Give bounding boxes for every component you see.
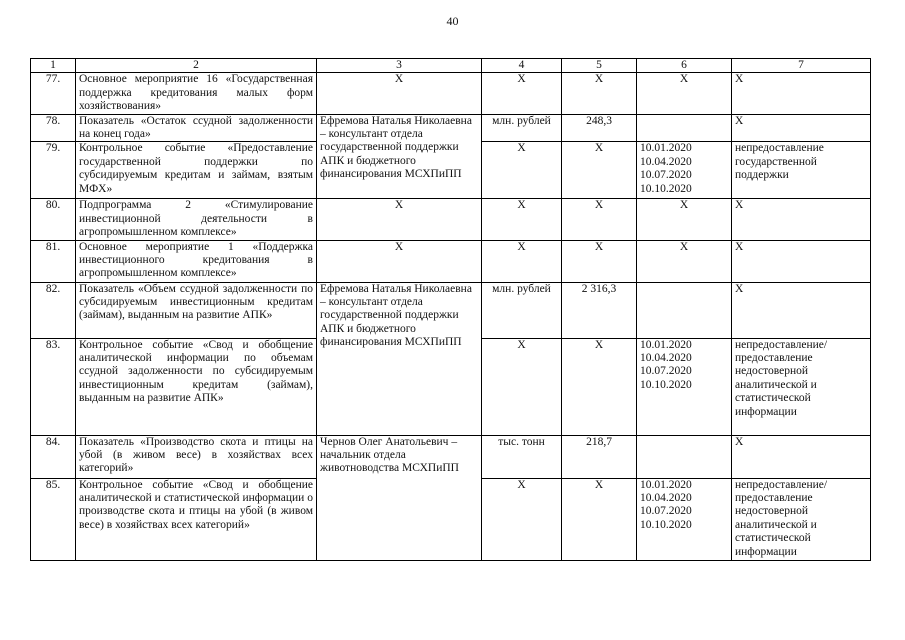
control-date: 10.01.2020	[640, 142, 692, 155]
x-mark: X	[732, 73, 871, 114]
row-name: Подпрограмма 2 «Стимулирование инвестиционной деятельности в агропромышленном комплексе»	[76, 199, 317, 240]
x-mark: X	[482, 338, 562, 435]
table-row	[31, 199, 871, 240]
empty-cell	[637, 114, 732, 142]
unit-cell: млн. рублей	[482, 282, 562, 338]
control-date: 10.10.2020	[640, 378, 692, 391]
row-number: 80.	[31, 199, 76, 240]
row-number: 82.	[31, 282, 76, 338]
risk-description: непредоставление/ предоставление недостоверной аналитической и статистической информации	[732, 478, 871, 560]
responsible-person: Чернов Олег Анатольевич – начальник отдела животноводства МСХПиПП	[317, 435, 482, 560]
x-mark: X	[562, 240, 637, 282]
value-cell: 218,7	[562, 435, 637, 478]
x-mark: X	[562, 199, 637, 240]
x-mark: X	[637, 73, 732, 114]
unit-cell: тыс. тонн	[482, 435, 562, 478]
column-header: 2	[76, 59, 317, 73]
table-row	[31, 114, 871, 142]
empty-cell	[637, 435, 732, 478]
x-mark: X	[482, 478, 562, 560]
control-date: 10.04.2020	[640, 155, 692, 168]
column-header: 4	[482, 59, 562, 73]
table-header-row	[31, 59, 871, 73]
row-name: Показатель «Объем ссудной задолженности по субсидируемым инвестиционным кредитам (займам), выданным на развитие АПК»	[76, 282, 317, 338]
control-date: 10.01.2020	[640, 338, 692, 351]
x-mark: X	[732, 282, 871, 338]
control-date: 10.04.2020	[640, 352, 692, 365]
x-mark: X	[482, 199, 562, 240]
row-name: Основное мероприятие 16 «Государственная поддержка кредитования малых форм хозяйствования»	[76, 73, 317, 114]
risk-description: непредоставление/ предоставление недостоверной аналитической и статистической информации	[732, 338, 871, 435]
unit-cell: млн. рублей	[482, 114, 562, 142]
x-mark: X	[317, 240, 482, 282]
table-row	[31, 73, 871, 114]
row-name: Контрольное событие «Свод и обобщение аналитической информации по объемам ссудной задолженности по субсидируемым инвестиционным кредитам (займам), выданным на развитие АПК»	[76, 338, 317, 435]
column-header: 7	[732, 59, 871, 73]
control-date: 10.04.2020	[640, 492, 692, 505]
row-number: 81.	[31, 240, 76, 282]
column-header: 6	[637, 59, 732, 73]
x-mark: X	[317, 199, 482, 240]
control-date: 10.07.2020	[640, 169, 692, 182]
responsible-person: Ефремова Наталья Николаевна – консультант отдела государственной поддержки АПК и бюджетного финансирования МСХПиПП	[317, 114, 482, 199]
x-mark: X	[482, 240, 562, 282]
x-mark: X	[732, 114, 871, 142]
x-mark: X	[637, 240, 732, 282]
risk-description: непредоставление государственной поддержки	[732, 142, 871, 199]
x-mark: X	[732, 199, 871, 240]
row-number: 83.	[31, 338, 76, 435]
row-name: Контрольное событие «Предоставление государственной поддержки по субсидируемым кредитам и займам, взятым МФХ»	[76, 142, 317, 199]
table-row	[31, 435, 871, 478]
row-number: 84.	[31, 435, 76, 478]
row-name: Показатель «Остаток ссудной задолженности на конец года»	[76, 114, 317, 142]
x-mark: X	[562, 73, 637, 114]
control-date: 10.01.2020	[640, 478, 692, 491]
row-number: 78.	[31, 114, 76, 142]
control-date: 10.10.2020	[640, 518, 692, 531]
x-mark: X	[562, 142, 637, 199]
row-name: Показатель «Производство скота и птицы на убой (в живом весе) в хозяйствах всех категорий»	[76, 435, 317, 478]
column-header: 5	[562, 59, 637, 73]
empty-cell	[637, 282, 732, 338]
column-header: 1	[31, 59, 76, 73]
page-number: 40	[446, 14, 459, 28]
row-name: Основное мероприятие 1 «Поддержка инвестиционного кредитования в агропромышленном комплексе»	[76, 240, 317, 282]
plan-table	[30, 58, 871, 561]
x-mark: X	[732, 435, 871, 478]
control-date: 10.10.2020	[640, 182, 692, 195]
table-row	[31, 240, 871, 282]
control-dates	[637, 478, 732, 560]
row-number: 79.	[31, 142, 76, 199]
control-date: 10.07.2020	[640, 505, 692, 518]
row-number: 85.	[31, 478, 76, 560]
x-mark: X	[482, 73, 562, 114]
column-header: 3	[317, 59, 482, 73]
x-mark: X	[562, 338, 637, 435]
control-dates	[637, 142, 732, 199]
value-cell: 2 316,3	[562, 282, 637, 338]
table-row	[31, 282, 871, 338]
x-mark: X	[317, 73, 482, 114]
x-mark: X	[482, 142, 562, 199]
row-number: 77.	[31, 73, 76, 114]
control-date: 10.07.2020	[640, 365, 692, 378]
control-dates	[637, 338, 732, 435]
x-mark: X	[562, 478, 637, 560]
row-name: Контрольное событие «Свод и обобщение аналитической и статистической информации о производстве скота и птицы на убой (в живом весе) в хозяйствах всех категорий»	[76, 478, 317, 560]
responsible-person: Ефремова Наталья Николаевна – консультант отдела государственной поддержки АПК и бюджетного финансирования МСХПиПП	[317, 282, 482, 435]
value-cell: 248,3	[562, 114, 637, 142]
x-mark: X	[637, 199, 732, 240]
x-mark: X	[732, 240, 871, 282]
